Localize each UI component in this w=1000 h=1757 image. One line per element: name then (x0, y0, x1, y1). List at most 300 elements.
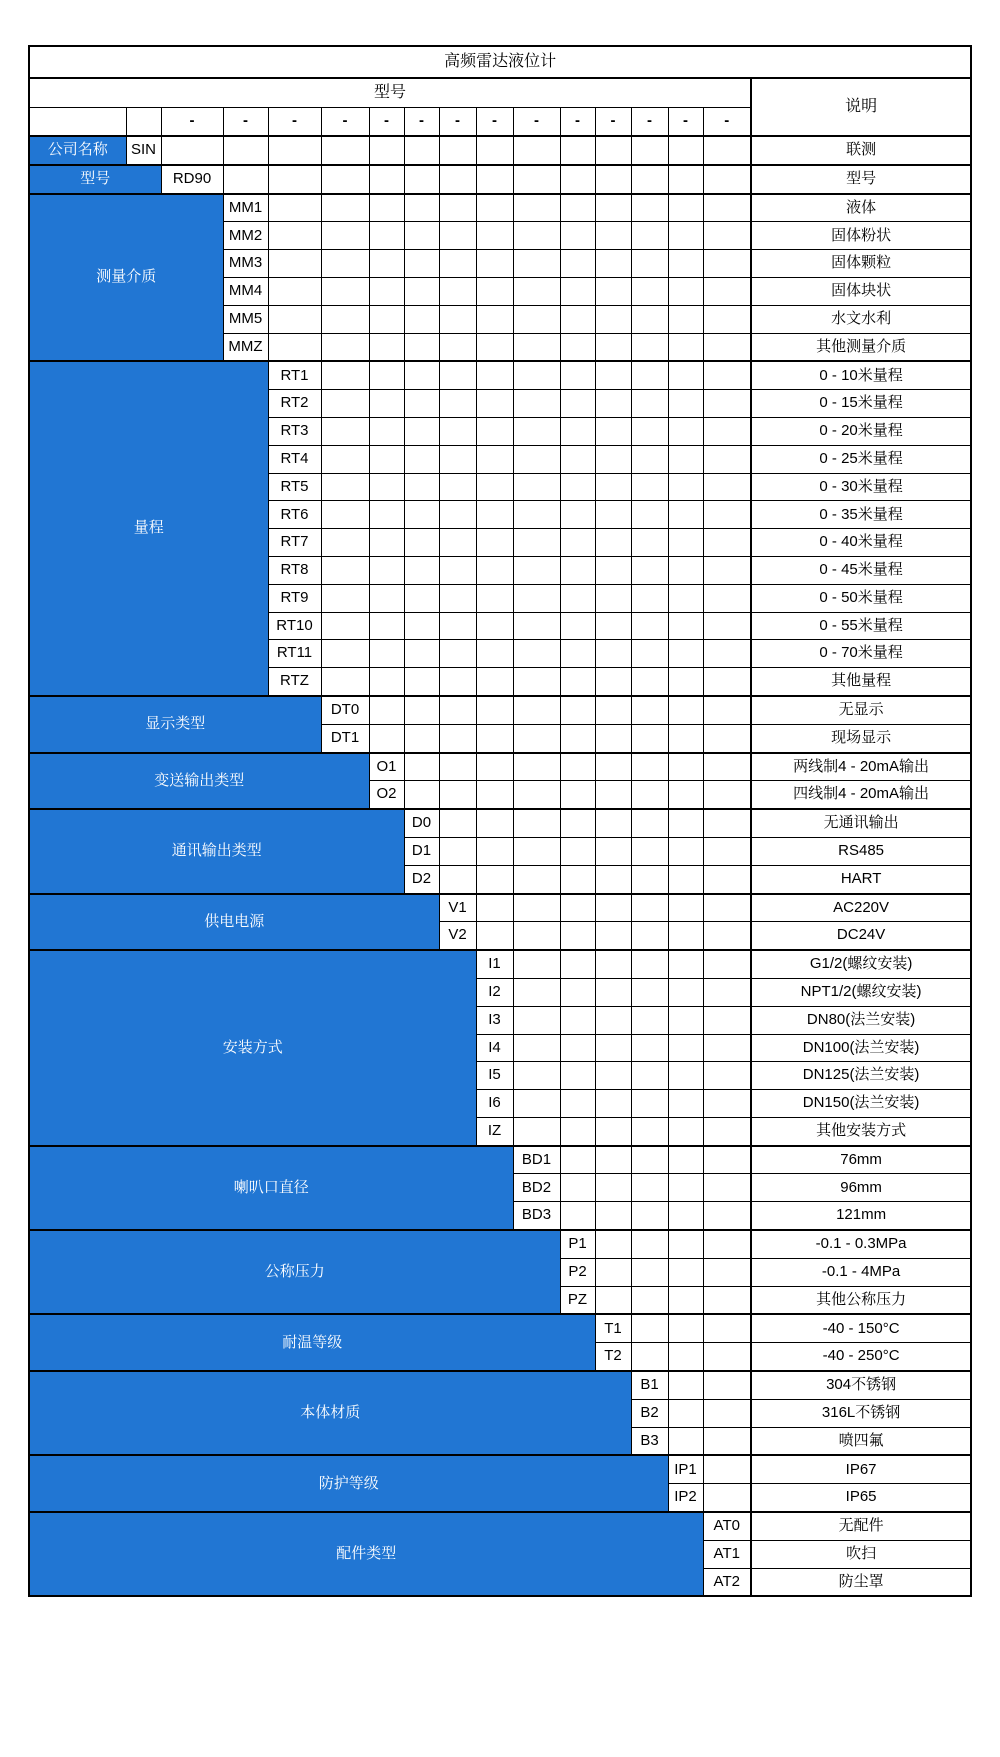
empty-cell (513, 361, 560, 389)
spec-row (29, 361, 971, 389)
empty-cell (513, 1062, 560, 1090)
empty-cell (404, 165, 439, 194)
empty-cell (560, 668, 595, 696)
code-cell: P2 (560, 1258, 595, 1286)
desc-cell: DN125(法兰安装) (751, 1062, 971, 1090)
empty-cell (476, 865, 513, 893)
empty-cell (703, 390, 751, 418)
empty-cell (369, 277, 404, 305)
desc-cell: -0.1 - 0.3MPa (751, 1230, 971, 1258)
empty-cell (513, 640, 560, 668)
empty-cell (631, 1174, 668, 1202)
empty-cell (631, 612, 668, 640)
empty-cell (369, 194, 404, 222)
empty-cell (668, 1202, 703, 1230)
section-label: 型号 (29, 165, 161, 194)
empty-cell (595, 668, 631, 696)
spec-row (29, 1146, 971, 1174)
empty-cell (513, 1090, 560, 1118)
desc-cell: 其他安装方式 (751, 1117, 971, 1145)
code-cell: PZ (560, 1286, 595, 1314)
section-label: 耐温等级 (29, 1314, 595, 1371)
empty-cell (404, 277, 439, 305)
empty-cell (595, 1230, 631, 1258)
empty-cell (369, 305, 404, 333)
empty-cell (703, 1090, 751, 1118)
empty-cell (439, 584, 476, 612)
empty-cell (476, 837, 513, 865)
desc-cell: RS485 (751, 837, 971, 865)
desc-cell: -40 - 150°C (751, 1314, 971, 1342)
empty-cell (595, 978, 631, 1006)
empty-cell (404, 445, 439, 473)
empty-cell (631, 1286, 668, 1314)
code-cell: BD3 (513, 1202, 560, 1230)
empty-cell (560, 865, 595, 893)
desc-cell: 喷四氟 (751, 1427, 971, 1455)
empty-cell (560, 165, 595, 194)
empty-cell (404, 501, 439, 529)
spec-table (28, 45, 972, 1597)
empty-cell (631, 809, 668, 837)
empty-cell (631, 136, 668, 165)
empty-cell (668, 640, 703, 668)
empty-cell (439, 136, 476, 165)
empty-cell (668, 1006, 703, 1034)
spec-row (29, 1512, 971, 1540)
empty-cell (369, 556, 404, 584)
empty-cell (595, 922, 631, 950)
spec-row (29, 1230, 971, 1258)
empty-cell (703, 445, 751, 473)
page-title: 高频雷达液位计 (29, 46, 971, 78)
empty-cell (513, 978, 560, 1006)
section-label: 显示类型 (29, 696, 321, 753)
empty-cell (631, 922, 668, 950)
desc-cell: DN100(法兰安装) (751, 1034, 971, 1062)
code-cell: V1 (439, 894, 476, 922)
desc-cell: 121mm (751, 1202, 971, 1230)
empty-cell (439, 809, 476, 837)
empty-cell (668, 1343, 703, 1371)
empty-cell (703, 136, 751, 165)
code-cell: I4 (476, 1034, 513, 1062)
desc-cell: DN80(法兰安装) (751, 1006, 971, 1034)
empty-cell (703, 1230, 751, 1258)
code-cell: MM2 (223, 222, 268, 250)
empty-cell (703, 612, 751, 640)
section-label: 公司名称 (29, 136, 126, 165)
empty-cell (631, 781, 668, 809)
section-label: 喇叭口直径 (29, 1146, 513, 1230)
desc-cell: G1/2(螺纹安装) (751, 950, 971, 978)
desc-cell: AC220V (751, 894, 971, 922)
empty-cell (703, 1343, 751, 1371)
empty-cell (513, 865, 560, 893)
empty-cell (476, 753, 513, 781)
empty-cell (321, 445, 369, 473)
empty-cell (631, 305, 668, 333)
dash-cell: - (560, 108, 595, 137)
empty-cell (560, 1062, 595, 1090)
empty-cell (439, 305, 476, 333)
empty-cell (703, 978, 751, 1006)
code-cell: RT3 (268, 417, 321, 445)
empty-cell (268, 305, 321, 333)
code-cell: IP1 (668, 1455, 703, 1483)
empty-cell (404, 194, 439, 222)
empty-cell (560, 277, 595, 305)
empty-cell (369, 640, 404, 668)
empty-cell (369, 136, 404, 165)
empty-cell (513, 894, 560, 922)
code-cell: RD90 (161, 165, 223, 194)
empty-cell (595, 1006, 631, 1034)
empty-cell (476, 894, 513, 922)
desc-cell: 0 - 20米量程 (751, 417, 971, 445)
empty-cell (668, 696, 703, 724)
empty-cell (513, 612, 560, 640)
empty-cell (631, 194, 668, 222)
spec-row (29, 1314, 971, 1342)
empty-cell (703, 1117, 751, 1145)
empty-cell (631, 361, 668, 389)
code-cell: SIN (126, 136, 161, 165)
empty-cell (439, 194, 476, 222)
empty-cell (560, 305, 595, 333)
dash-cell: - (476, 108, 513, 137)
empty-cell (595, 305, 631, 333)
empty-cell (513, 473, 560, 501)
empty-cell (404, 640, 439, 668)
empty-cell (668, 1117, 703, 1145)
empty-cell (668, 1230, 703, 1258)
empty-cell (703, 894, 751, 922)
empty-cell (321, 136, 369, 165)
empty-cell (439, 417, 476, 445)
empty-cell (476, 333, 513, 361)
empty-cell (631, 584, 668, 612)
empty-cell (268, 136, 321, 165)
empty-cell (703, 1427, 751, 1455)
code-cell: I2 (476, 978, 513, 1006)
empty-cell (513, 194, 560, 222)
section-label: 量程 (29, 361, 268, 696)
desc-cell: 其他量程 (751, 668, 971, 696)
dash-cell: - (439, 108, 476, 137)
empty-cell (404, 222, 439, 250)
empty-cell (631, 696, 668, 724)
empty-cell (703, 837, 751, 865)
empty-cell (631, 1090, 668, 1118)
code-cell: RT8 (268, 556, 321, 584)
empty-cell (439, 696, 476, 724)
empty-cell (560, 584, 595, 612)
empty-cell (404, 696, 439, 724)
empty-cell (703, 333, 751, 361)
empty-cell (560, 894, 595, 922)
empty-cell (703, 473, 751, 501)
empty-cell (668, 1427, 703, 1455)
empty-cell (703, 1455, 751, 1483)
empty-cell (321, 417, 369, 445)
empty-cell (595, 1146, 631, 1174)
empty-cell (668, 1034, 703, 1062)
spec-row (29, 894, 971, 922)
empty-cell (668, 417, 703, 445)
desc-cell: 固体颗粒 (751, 250, 971, 278)
dash-cell: - (223, 108, 268, 137)
empty-cell (631, 894, 668, 922)
desc-cell: 水文水利 (751, 305, 971, 333)
empty-cell (668, 978, 703, 1006)
empty-cell (595, 165, 631, 194)
empty-cell (476, 165, 513, 194)
code-cell: I6 (476, 1090, 513, 1118)
empty-cell (703, 556, 751, 584)
empty-cell (513, 696, 560, 724)
empty-cell (668, 1314, 703, 1342)
empty-cell (595, 1286, 631, 1314)
empty-cell (439, 445, 476, 473)
empty-cell (595, 1090, 631, 1118)
empty-cell (703, 781, 751, 809)
empty-cell (631, 390, 668, 418)
section-label: 防护等级 (29, 1455, 668, 1512)
desc-cell: 0 - 30米量程 (751, 473, 971, 501)
code-cell: AT2 (703, 1568, 751, 1596)
empty-cell (595, 809, 631, 837)
empty-cell (439, 361, 476, 389)
desc-cell: 0 - 40米量程 (751, 529, 971, 557)
code-cell: B3 (631, 1427, 668, 1455)
empty-cell (560, 724, 595, 752)
empty-cell (595, 724, 631, 752)
code-cell: RT4 (268, 445, 321, 473)
dash-cell: - (161, 108, 223, 137)
empty-cell (560, 1034, 595, 1062)
empty-cell (668, 781, 703, 809)
empty-cell (476, 696, 513, 724)
empty-cell (439, 612, 476, 640)
code-cell: IZ (476, 1117, 513, 1145)
spec-row (29, 1371, 971, 1399)
empty-cell (631, 473, 668, 501)
code-cell: T2 (595, 1343, 631, 1371)
section-label: 公称压力 (29, 1230, 560, 1314)
code-cell: AT1 (703, 1540, 751, 1568)
empty-cell (668, 1062, 703, 1090)
empty-cell (703, 1258, 751, 1286)
empty-cell (668, 1399, 703, 1427)
empty-cell (321, 612, 369, 640)
dash-cell: - (369, 108, 404, 137)
empty-cell (321, 668, 369, 696)
empty-cell (668, 222, 703, 250)
code-cell: MM5 (223, 305, 268, 333)
desc-cell: 0 - 70米量程 (751, 640, 971, 668)
empty-cell (404, 417, 439, 445)
empty-cell (404, 781, 439, 809)
empty-cell (595, 837, 631, 865)
desc-cell: -0.1 - 4MPa (751, 1258, 971, 1286)
empty-cell (595, 445, 631, 473)
empty-cell (595, 612, 631, 640)
empty-cell (595, 753, 631, 781)
empty-cell (369, 668, 404, 696)
empty-cell (476, 194, 513, 222)
empty-cell (476, 136, 513, 165)
empty-cell (595, 1117, 631, 1145)
empty-cell (631, 250, 668, 278)
empty-cell (369, 696, 404, 724)
empty-cell (631, 668, 668, 696)
empty-cell (321, 473, 369, 501)
empty-cell (703, 1006, 751, 1034)
empty-cell (631, 1230, 668, 1258)
desc-cell: 固体粉状 (751, 222, 971, 250)
empty-cell (595, 584, 631, 612)
empty-cell (513, 781, 560, 809)
empty-cell (439, 222, 476, 250)
empty-cell (369, 222, 404, 250)
empty-cell (439, 640, 476, 668)
empty-cell (703, 584, 751, 612)
empty-cell (404, 250, 439, 278)
empty-cell (560, 753, 595, 781)
code-cell: BD2 (513, 1174, 560, 1202)
empty-cell (631, 865, 668, 893)
empty-cell (668, 1146, 703, 1174)
empty-cell (404, 305, 439, 333)
empty-cell (321, 361, 369, 389)
empty-cell (513, 668, 560, 696)
spec-row (29, 136, 971, 165)
empty-cell (631, 1146, 668, 1174)
code-cell: RT9 (268, 584, 321, 612)
empty-cell (223, 136, 268, 165)
dash-row-empty-cell (126, 108, 161, 137)
empty-cell (668, 136, 703, 165)
spec-table-wrapper (28, 45, 972, 1597)
empty-cell (595, 556, 631, 584)
empty-cell (668, 556, 703, 584)
empty-cell (631, 1314, 668, 1342)
code-cell: V2 (439, 922, 476, 950)
empty-cell (631, 1202, 668, 1230)
empty-cell (631, 753, 668, 781)
empty-cell (369, 612, 404, 640)
empty-cell (668, 194, 703, 222)
code-cell: D1 (404, 837, 439, 865)
desc-cell: NPT1/2(螺纹安装) (751, 978, 971, 1006)
code-cell: RT10 (268, 612, 321, 640)
empty-cell (703, 222, 751, 250)
empty-cell (703, 305, 751, 333)
empty-cell (703, 724, 751, 752)
empty-cell (513, 333, 560, 361)
empty-cell (321, 222, 369, 250)
code-cell: P1 (560, 1230, 595, 1258)
section-label: 测量介质 (29, 194, 223, 362)
empty-cell (560, 1117, 595, 1145)
empty-cell (560, 194, 595, 222)
code-cell: DT1 (321, 724, 369, 752)
empty-cell (560, 222, 595, 250)
section-label: 变送输出类型 (29, 753, 369, 810)
empty-cell (703, 165, 751, 194)
code-cell: RT7 (268, 529, 321, 557)
empty-cell (513, 809, 560, 837)
empty-cell (439, 501, 476, 529)
empty-cell (560, 922, 595, 950)
empty-cell (560, 501, 595, 529)
empty-cell (476, 809, 513, 837)
empty-cell (631, 501, 668, 529)
empty-cell (439, 333, 476, 361)
empty-cell (513, 277, 560, 305)
empty-cell (595, 361, 631, 389)
empty-cell (560, 640, 595, 668)
code-cell: BD1 (513, 1146, 560, 1174)
empty-cell (268, 250, 321, 278)
empty-cell (369, 584, 404, 612)
empty-cell (595, 333, 631, 361)
empty-cell (321, 556, 369, 584)
empty-cell (476, 640, 513, 668)
desc-cell: 0 - 55米量程 (751, 612, 971, 640)
empty-cell (513, 584, 560, 612)
empty-cell (560, 445, 595, 473)
title-row (29, 46, 971, 78)
dash-cell: - (631, 108, 668, 137)
empty-cell (595, 894, 631, 922)
empty-cell (595, 781, 631, 809)
empty-cell (513, 1034, 560, 1062)
empty-cell (404, 136, 439, 165)
empty-cell (595, 1202, 631, 1230)
empty-cell (595, 390, 631, 418)
empty-cell (321, 333, 369, 361)
model-header: 型号 (29, 78, 751, 108)
empty-cell (223, 165, 268, 194)
desc-cell: 0 - 50米量程 (751, 584, 971, 612)
spec-row (29, 809, 971, 837)
empty-cell (560, 1174, 595, 1202)
empty-cell (668, 1174, 703, 1202)
code-cell: AT0 (703, 1512, 751, 1540)
desc-cell: HART (751, 865, 971, 893)
desc-cell: IP67 (751, 1455, 971, 1483)
desc-cell: 防尘罩 (751, 1568, 971, 1596)
empty-cell (668, 250, 703, 278)
empty-cell (404, 529, 439, 557)
empty-cell (631, 445, 668, 473)
empty-cell (668, 1258, 703, 1286)
empty-cell (476, 584, 513, 612)
empty-cell (560, 809, 595, 837)
empty-cell (703, 1286, 751, 1314)
dash-cell: - (703, 108, 751, 137)
empty-cell (595, 417, 631, 445)
empty-cell (631, 1034, 668, 1062)
empty-cell (439, 556, 476, 584)
empty-cell (560, 250, 595, 278)
empty-cell (268, 222, 321, 250)
empty-cell (476, 612, 513, 640)
empty-cell (404, 333, 439, 361)
desc-cell: 型号 (751, 165, 971, 194)
